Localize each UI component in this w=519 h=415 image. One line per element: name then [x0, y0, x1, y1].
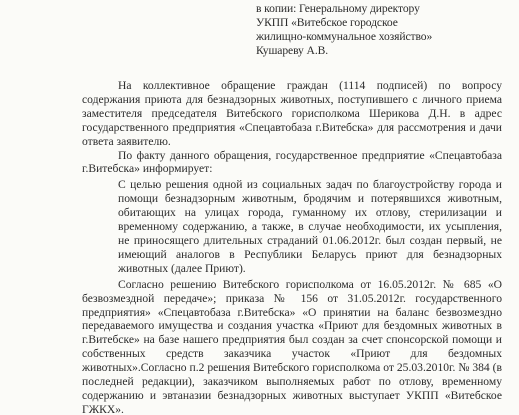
- letter-body: [82, 79, 502, 415]
- paragraph-informs: По факту данного обращения, государственное предприятие «Спецавтобаза г.Витебска» информирует:: [82, 148, 502, 176]
- paragraph-shelter-purpose: С целью решения одной из социальных задач по благоустройству города и помощи безнадзорным животным, бродячим и потерявшихся животным, обитающих на улицах города, гуманному их отлову, стерилизации и временному содержанию, а также, в случае необходимости, их усыпления, не приносящего длительных страданий 01.06.2012г. был создан первый, не имеющий аналогов в Республики Беларусь приют для безнадзорных животных (далее Приют).: [118, 178, 502, 275]
- paragraph-intro: На коллективное обращение граждан (1114 подписей) по вопросу содержания приюта для безнадзорных животных, поступившего с личного приема заместителя председателя Витебского горисполкома Шерикова Д.Н. в адрес государственного предприятия «Спецавтобаза г.Витебска» для рассмотрения и дачи ответа заявителю.: [82, 79, 502, 148]
- paragraph-decision: Согласно решению Витебского горисполкома от 16.05.2012г. № 685 «О безвозмездной передаче»; приказа № 156 от 31.05.2012г. государственного предприятия» «Спецавтобаза г.Витебска» «О принятии на баланс безвозмездно передаваемого имущества и создания участка «Приют для бездомных животных в г.Витебске» на базе нашего предприятия был создан за счет спонсорской помощи и собственных средств заказчика участок «Приют для бездомных животных».Согласно п.2 решения Витебского горисполкома от 25.03.2010г. № 384 (в последней редакции), заказчиком выполняемых работ по отлову, временному содержанию и эвтаназии безнадзорных животных выступает УКПП «Витебское ГЖКХ».: [82, 277, 502, 415]
- addressee-block: в копии: Генеральному директору УКПП «Витебское городское жилищно-коммунальное хозяйство» Кушареву А.В.: [256, 2, 433, 57]
